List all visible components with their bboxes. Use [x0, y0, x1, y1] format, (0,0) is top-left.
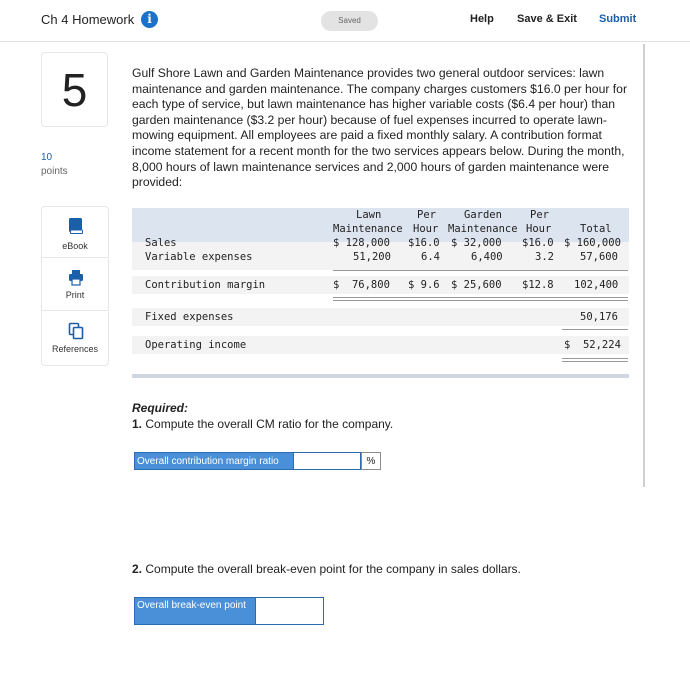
cm-lawn: $ 76,800 — [333, 279, 390, 291]
col-header-lawn-sub: Maintenance — [333, 223, 403, 235]
copy-icon — [68, 322, 84, 340]
variable-garden-per: 3.2 — [535, 251, 554, 263]
row-label-fixed: Fixed expenses — [145, 311, 234, 323]
cm-lawn-per: $ 9.6 — [408, 279, 440, 291]
assignment-title: Ch 4 Homework — [41, 12, 135, 27]
sales-garden-per: $16.0 — [522, 237, 554, 249]
ebook-button[interactable] — [41, 206, 109, 258]
printer-icon — [68, 269, 84, 287]
variable-total: 57,600 — [580, 251, 618, 263]
problem-text: Gulf Shore Lawn and Garden Maintenance provides two general outdoor services: lawn maintenance and garden maintenance. The company charges customers $16.0 per hour for each type of service, but lawn maintenance has higher variable costs ($6.4 per hour) than garden maintenance ($3.2 per hour) because of fuel expenses incurred to operate lawn-mowing equipment. All employees are paid a fixed monthly salary. A contribution format income statement for a recent month for the two services appears below. During the month, 8,000 hours of lawn maintenance services and 2,000 hours of garden maintenance were provided: — [132, 66, 628, 190]
question-2-prompt: Compute the overall break-even point for the company in sales dollars. — [145, 562, 521, 576]
cm-garden: $ 25,600 — [451, 279, 502, 291]
fixed-total: 50,176 — [580, 311, 618, 323]
col-header-garden: Garden — [464, 209, 502, 221]
question-2-text — [132, 562, 521, 576]
col-header-per1: Per — [417, 209, 436, 221]
col-header-garden-sub: Maintenance — [448, 223, 518, 235]
row-label-cm: Contribution margin — [145, 279, 266, 291]
double-line-top — [333, 297, 628, 298]
col-header-per1-sub: Hour — [413, 223, 439, 235]
table-bottom-bar — [132, 374, 629, 378]
points-value: 10 — [41, 152, 53, 163]
variable-lawn-per: 6.4 — [421, 251, 440, 263]
top-header — [0, 0, 690, 42]
row-label-operating: Operating income — [145, 339, 247, 351]
question-1-number: 1. — [132, 417, 143, 431]
question-1-text — [132, 417, 393, 431]
points-label: points — [41, 166, 68, 177]
cm-ratio-input[interactable] — [293, 452, 361, 470]
scrollbar[interactable] — [643, 44, 645, 487]
references-label: References — [51, 344, 99, 354]
col-header-lawn: Lawn — [356, 209, 382, 221]
col-header-total: Total — [580, 223, 612, 235]
subtotal-line — [562, 329, 628, 330]
sales-total: $ 160,000 — [564, 237, 621, 249]
question-2-number: 2. — [132, 562, 143, 576]
cm-garden-per: $12.8 — [522, 279, 554, 291]
sales-lawn-per: $16.0 — [408, 237, 440, 249]
double-line-top — [562, 358, 628, 359]
col-header-per2: Per — [530, 209, 549, 221]
saved-status: Saved — [321, 11, 378, 31]
save-exit-button[interactable]: Save & Exit — [517, 13, 577, 25]
book-icon — [68, 217, 84, 235]
double-line-bottom — [562, 361, 628, 362]
operating-total: $ 52,224 — [564, 339, 621, 351]
col-header-per2-sub: Hour — [526, 223, 552, 235]
break-even-label: Overall break-even point — [134, 597, 256, 625]
sales-lawn: $ 128,000 — [333, 237, 390, 249]
variable-garden: 6,400 — [471, 251, 503, 263]
question-number: 5 — [41, 52, 108, 127]
income-statement-table — [132, 207, 629, 377]
help-button[interactable]: Help — [470, 13, 494, 25]
break-even-input[interactable] — [255, 597, 324, 625]
question-1-prompt: Compute the overall CM ratio for the company. — [145, 417, 394, 431]
ebook-label: eBook — [62, 241, 88, 251]
cm-total: 102,400 — [574, 279, 619, 291]
row-label-sales: Sales — [145, 237, 177, 249]
subtotal-line — [333, 270, 628, 271]
submit-button[interactable]: Submit — [599, 13, 637, 25]
required-heading: Required: — [132, 401, 189, 415]
print-label: Print — [65, 290, 85, 300]
double-line-bottom — [333, 300, 628, 301]
references-button[interactable] — [41, 312, 109, 366]
variable-lawn: 51,200 — [353, 251, 391, 263]
cm-ratio-label: Overall contribution margin ratio — [134, 452, 294, 470]
print-button[interactable] — [41, 259, 109, 311]
info-icon[interactable]: i — [141, 11, 158, 28]
percent-unit: % — [361, 452, 381, 470]
sales-garden: $ 32,000 — [451, 237, 502, 249]
row-label-variable: Variable expenses — [145, 251, 253, 263]
